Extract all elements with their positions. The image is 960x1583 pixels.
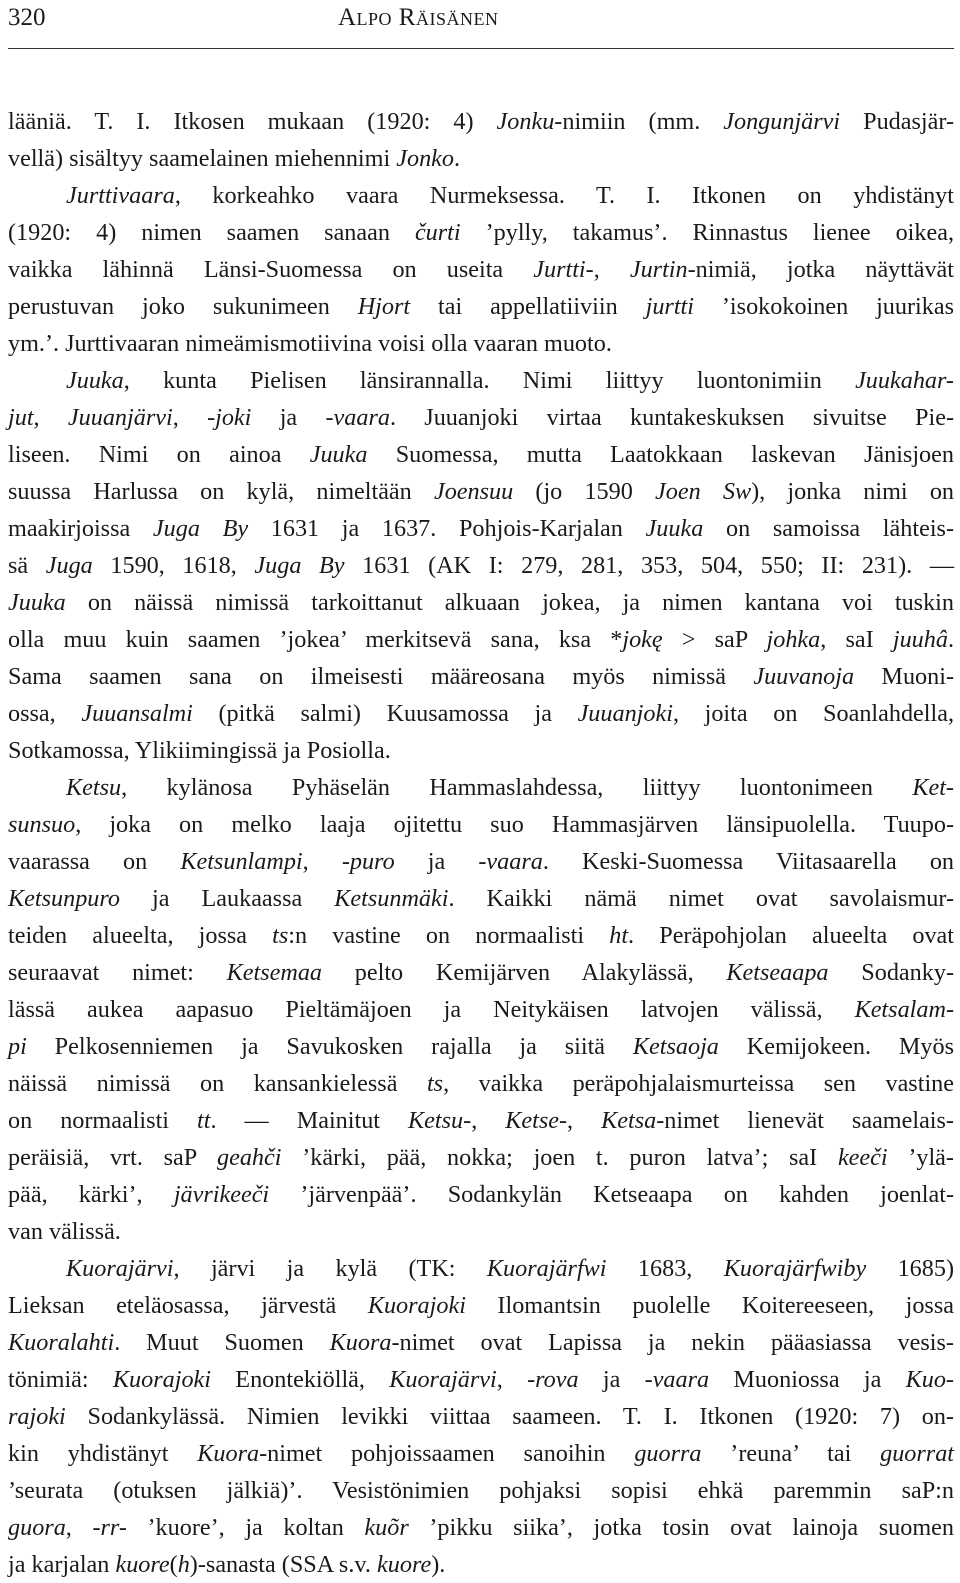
text-line: jut, Juuanjärvi, -joki ja -vaara. Juuanjoki virtaa kuntakeskuksen sivuitse Pie-	[8, 404, 955, 431]
text-line: tönimiä: Kuorajoki Enontekiöllä, Kuorajärvi, -rova ja -vaara Muoniossa ja Kuo-	[8, 1366, 954, 1393]
text-line: pää, kärki’, jävrikeeči ’järvenpää’. Sodankylän Ketseaapa on kahden joenlat-	[8, 1181, 954, 1208]
text-line: Juuka, kunta Pielisen länsirannalla. Nimi liittyy luontonimiin Juukahar-	[66, 367, 954, 394]
text-line: näissä nimissä on kansankielessä ts, vaikka peräpohjalaismurteissa sen vastine	[8, 1070, 954, 1097]
text-line: seuraavat nimet: Ketsemaa pelto Kemijärven Alakylässä, Ketseaapa Sodanky-	[8, 959, 954, 986]
text-line: peräisiä, vrt. saP geahči ’kärki, pää, nokka; joen t. puron latva’; saI keeči ’ylä-	[8, 1144, 954, 1171]
text-line: sunsuo, joka on melko laaja ojitettu suo Hammasjärven länsipuolella. Tuupo-	[8, 811, 954, 838]
text-line: Ketsu, kylänosa Pyhäselän Hammaslahdessa, liittyy luontonimeen Ket-	[66, 774, 954, 801]
text-line: Lieksan eteläosassa, järvestä Kuorajoki Ilomantsin puolelle Koitereeseen, jossa	[8, 1292, 954, 1319]
text-line: ’seurata (otuksen jälkiä)’. Vesistönimien pohjaksi sopisi ehkä paremmin saP:n	[8, 1477, 954, 1504]
text-line: suussa Harlussa on kylä, nimeltään Joensuu (jo 1590 Joen Sw), jonka nimi on	[8, 478, 955, 505]
text-line: Sama saamen sana on ilmeisesti määreosana myös nimissä Juuvanoja Muoni-	[8, 663, 954, 690]
text-line: (1920: 4) nimen saamen sanaan čurti ’pylly, takamus’. Rinnastus lienee oikea,	[8, 219, 955, 246]
text-line: Sotkamossa, Ylikiimingissä ja Posiolla.	[8, 737, 391, 764]
text-line: rajoki Sodankylässä. Nimien levikki viittaa saameen. T. I. Itkonen (1920: 7) on-	[8, 1403, 954, 1430]
text-line: maakirjoissa Juga By 1631 ja 1637. Pohjois-Karjalan Juuka on samoissa lähteis-	[8, 515, 955, 542]
header-rule	[8, 48, 954, 49]
text-line: perustuvan joko sukunimeen Hjort tai appellatiiviin jurtti ’isokokoinen juurikas	[8, 293, 954, 320]
text-line: van välissä.	[8, 1218, 121, 1245]
text-line: sä Juga 1590, 1618, Juga By 1631 (AK I: 279, 281, 353, 504, 550; II: 231). —	[8, 552, 954, 579]
body-text	[8, 103, 954, 1583]
book-page	[8, 0, 954, 1583]
text-line: ossa, Juuansalmi (pitkä salmi) Kuusamossa ja Juuanjoki, joita on Soanlahdella,	[8, 700, 955, 727]
text-line: guora, -rr- ’kuore’, ja koltan kuõr ’pikku siika’, jotka tosin ovat lainoja suomen	[8, 1514, 955, 1541]
text-line: vaarassa on Ketsunlampi, -puro ja -vaara. Keski-Suomessa Viitasaarella on	[8, 848, 955, 875]
text-line: liseen. Nimi on ainoa Juuka Suomessa, mutta Laatokkaan laskevan Jänisjoen	[8, 441, 954, 468]
text-line: teiden alueelta, jossa ts:n vastine on normaalisti ht. Peräpohjolan alueelta ovat	[8, 922, 954, 949]
text-line: olla muu kuin saamen ’jokea’ merkitsevä sana, ksa *jokę > saP johka, saI juuhâ.	[8, 626, 954, 653]
text-line: on normaalisti tt. — Mainitut Ketsu-, Ketse-, Ketsa-nimet lienevät saamelais-	[8, 1107, 954, 1134]
running-head	[8, 0, 954, 44]
text-line: kin yhdistänyt Kuora-nimet pohjoissaamen sanoihin guorra ’reuna’ tai guorrat	[8, 1440, 955, 1467]
text-line: Jurttivaara, korkeahko vaara Nurmeksessa. T. I. Itkonen on yhdistänyt	[66, 182, 954, 209]
text-line: Juuka on näissä nimissä tarkoittanut alkuaan jokea, ja nimen kantana voi tuskin	[8, 589, 954, 616]
text-line: vellä) sisältyy saamelainen miehennimi Jonko.	[8, 145, 461, 172]
text-line: lääniä. T. I. Itkosen mukaan (1920: 4) Jonku-nimiin (mm. Jongunjärvi Pudasjär-	[8, 108, 955, 135]
text-line: ja karjalan kuore(h)-sanasta (SSA s.v. kuore).	[8, 1551, 446, 1578]
text-line: lässä aukea aapasuo Pieltämäjoen ja Neitykäisen latvojen välissä, Ketsalam-	[8, 996, 954, 1023]
running-title: Alpo Räisänen	[338, 4, 499, 31]
text-line: Ketsunpuro ja Laukaassa Ketsunmäki. Kaikki nämä nimet ovat savolaismur-	[8, 885, 954, 912]
page-number: 320	[8, 4, 46, 31]
text-line: Kuoralahti. Muut Suomen Kuora-nimet ovat Lapissa ja nekin pääasiassa vesis-	[8, 1329, 954, 1356]
text-line: vaikka lähinnä Länsi-Suomessa on useita Jurtti-, Jurtin-nimiä, jotka näyttävät	[8, 256, 954, 283]
text-line: pi Pelkosenniemen ja Savukosken rajalla ja siitä Ketsaoja Kemijokeen. Myös	[8, 1033, 954, 1060]
text-line: ym.’. Jurttivaaran nimeämismotiivina voisi olla vaaran muoto.	[8, 330, 612, 357]
text-line: Kuorajärvi, järvi ja kylä (TK: Kuorajärfwi 1683, Kuorajärfwiby 1685)	[66, 1255, 954, 1282]
